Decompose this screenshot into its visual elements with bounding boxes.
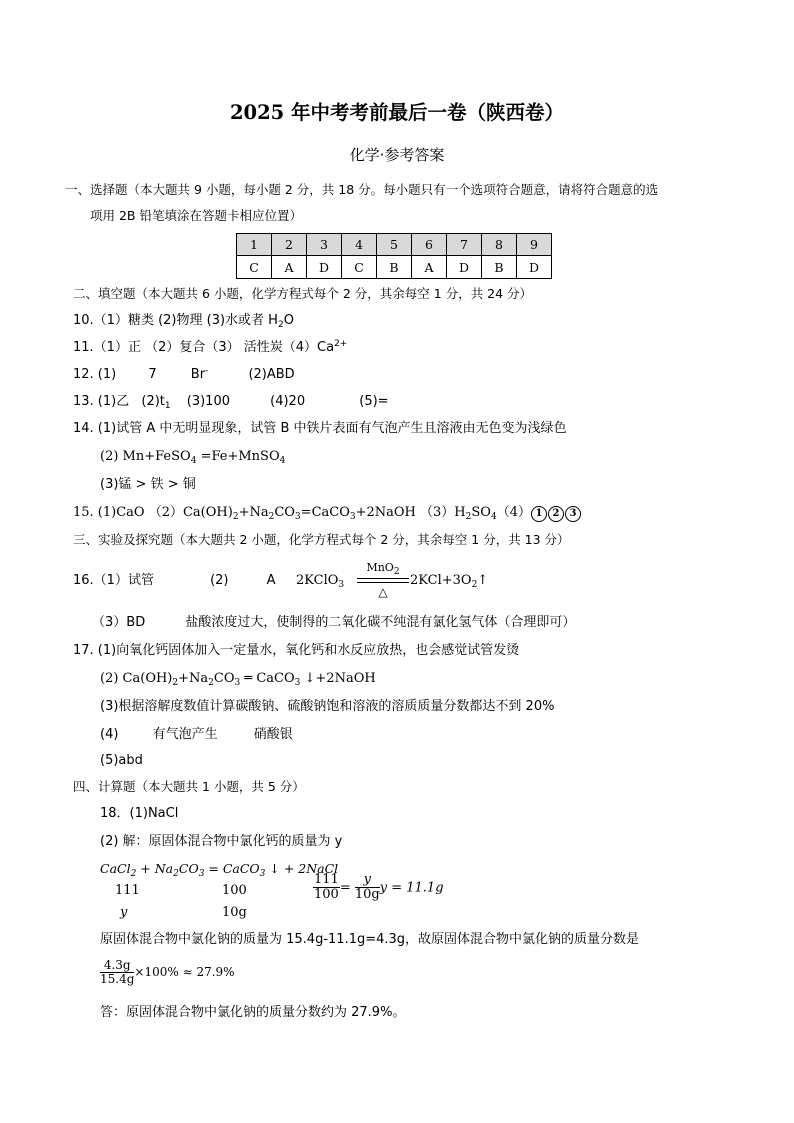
section-1-heading-line1: 一、选择题（本大题共 9 小题，每小题 2 分，共 18 分。每小题只有一个选项符合题意，请将符合题意的选 — [65, 182, 659, 197]
answer-q12 — [73, 367, 295, 383]
answer-table-answer: D — [307, 256, 342, 279]
text: 2KClO — [296, 573, 339, 588]
text: (3)100 — [186, 394, 230, 409]
text: ×100% ≈ 27.9% — [134, 965, 235, 980]
answer-q18-line1: 18．(1)NaCl — [100, 806, 179, 821]
section-2-heading: 二、填空题（本大题共 6 小题，化学方程式每个 2 分，其余每空 1 分，共 24 分） — [73, 286, 533, 301]
subscript: 2 — [208, 678, 214, 688]
section-3-heading: 三、实验及探究题（本大题共 2 小题，化学方程式每个 2 分，其余每空 1 分，共 13 分） — [73, 532, 570, 547]
answer-table-answer: C — [342, 256, 377, 279]
text: (4) — [100, 727, 119, 742]
text: 硝酸银 — [253, 727, 293, 742]
answer-table-answer: A — [412, 256, 447, 279]
answer-table-number: 9 — [517, 234, 552, 256]
answer-table — [236, 233, 552, 279]
answer-q14-line3: (3)锰 > 铁 > 铜 — [100, 477, 196, 492]
answer-table-answer: D — [517, 256, 552, 279]
answer-table-number: 2 — [272, 234, 307, 256]
answer-table-number: 8 — [482, 234, 517, 256]
circled-number-3: 3 — [565, 506, 581, 522]
text: 13. (1)乙 — [73, 394, 130, 409]
fraction-denominator: 100 — [314, 887, 339, 903]
superscript: 2+ — [334, 339, 348, 349]
subscript: 2 — [393, 567, 400, 577]
text: 12. (1) — [73, 367, 117, 382]
subscript: 3 — [259, 869, 266, 879]
text: (2)ABD — [248, 367, 295, 382]
text: （4） — [496, 505, 531, 520]
text: 7 — [148, 367, 157, 382]
text: (2)t — [141, 394, 165, 409]
subscript: 2 — [232, 512, 239, 522]
answer-q17-line3: (3)根据溶解度数值计算碳酸钠、硫酸钠饱和溶液的溶质质量分数都达不到 20% — [100, 699, 555, 714]
superscript: - — [205, 366, 209, 376]
answer-table-answer: C — [237, 256, 272, 279]
answer-q17-line5: (5)abd — [100, 753, 143, 768]
text: SO — [471, 505, 491, 520]
fraction-denominator: 15.4g — [100, 972, 135, 987]
text: Br — [190, 367, 206, 382]
answer-q17-line4 — [100, 727, 293, 743]
text: CO — [213, 671, 235, 686]
text: 2KCl+3O — [410, 573, 472, 588]
answer-q14-line1: 14. (1)试管 A 中无明显现象，试管 B 中铁片表面有气泡产生且溶液由无色变为浅绿色 — [73, 421, 567, 436]
subscript: 3 — [198, 869, 205, 879]
q16-equation — [296, 573, 344, 589]
catalyst-label — [357, 561, 409, 577]
answer-table-answer: A — [272, 256, 307, 279]
circled-number-2: 2 — [548, 506, 564, 522]
q18-equation — [100, 861, 339, 879]
subscript: 2 — [277, 320, 284, 330]
answer-q18-line4: 原固体混合物中氯化钠的质量为 15.4g-11.1g=4.3g，故原固体混合物中氯化钠的质量分数是 — [100, 932, 640, 947]
text: ↓ + 2NaCl — [265, 861, 339, 876]
answer-table-number: 1 — [237, 234, 272, 256]
text: 11.（1）正 （2）复合（3） 活性炭（4）Ca — [73, 340, 335, 355]
text: = CaCO — [204, 861, 260, 876]
proportion-equation — [313, 873, 444, 903]
answer-q18-line2: (2) 解：原固体混合物中氯化钙的质量为 y — [100, 834, 343, 849]
text: 15. (1)CaO （2）Ca(OH) — [73, 505, 233, 520]
percentage-calculation — [100, 959, 235, 986]
subscript: 3 — [294, 678, 301, 688]
text: CaCl — [100, 861, 131, 876]
fraction-numerator: 111 — [314, 872, 339, 887]
text: 10.（1）糖类 (2)物理 (3)水或者 H — [73, 313, 278, 328]
answer-table-answer: B — [377, 256, 412, 279]
text: CO — [274, 505, 295, 520]
fraction — [100, 959, 134, 986]
unknown-y: y — [120, 905, 128, 920]
text: (2) — [210, 573, 229, 588]
subscript: 4 — [190, 456, 197, 466]
subscript: 3 — [349, 512, 356, 522]
molar-mass-cacl2: 111 — [115, 883, 140, 898]
text: + Na — [136, 861, 174, 876]
page-title: 2025 年中考考前最后一卷（陕西卷） — [229, 101, 565, 124]
subscript: 2 — [471, 580, 478, 590]
answer-table-number: 4 — [342, 234, 377, 256]
text: 有气泡产生 — [152, 727, 218, 742]
page-subtitle: 化学·参考答案 — [349, 146, 445, 164]
fraction-numerator: y — [355, 873, 380, 888]
answer-q14-line2 — [100, 449, 285, 465]
text: (5)= — [359, 394, 389, 409]
molar-mass-caco3: 100 — [222, 883, 247, 898]
reaction-arrow-line — [357, 578, 409, 579]
text: (4)20 — [270, 394, 306, 409]
answer-q17-line2 — [100, 671, 376, 687]
text: +Na — [178, 671, 209, 686]
subscript: 2 — [172, 678, 179, 688]
fraction — [313, 873, 340, 903]
subscript: 2 — [173, 869, 179, 879]
heat-symbol: △ — [378, 585, 388, 599]
text: O — [283, 313, 294, 328]
answer-table-answer: B — [482, 256, 517, 279]
answer-table-number: 5 — [377, 234, 412, 256]
subscript: 1 — [164, 401, 171, 411]
fraction-numerator: 4.3g — [100, 959, 134, 973]
text: +2NaOH （3）H — [355, 505, 466, 520]
subscript: 3 — [338, 580, 345, 590]
answer-table-numbers-row — [237, 234, 552, 256]
text: 盐酸浓度过大，使制得的二氧化碳不纯混有氯化氢气体（合理即可） — [185, 615, 576, 630]
q16-equation-products — [410, 573, 488, 589]
bromide-ion — [191, 367, 209, 382]
answer-q16-line2 — [92, 615, 575, 631]
answer-q13 — [73, 394, 389, 410]
answer-q17-line1: 17. (1)向氧化钙固体加入一定量水，氧化钙和水反应放热，也会感觉试管发烫 — [73, 643, 520, 658]
text: 16.（1）试管 — [73, 573, 154, 588]
text: =CaCO — [300, 505, 350, 520]
reaction-arrow-line-lower — [357, 582, 409, 583]
mass-caco3: 10g — [222, 905, 247, 920]
equals-sign: = — [339, 880, 351, 896]
answer-table-number: 7 — [447, 234, 482, 256]
text: (2) Ca(OH) — [100, 671, 173, 686]
answer-q11 — [73, 340, 347, 356]
final-answer: 答：原固体混合物中氯化钠的质量分数约为 27.9%。 — [100, 1005, 406, 1020]
subscript: 3 — [294, 512, 301, 522]
answer-table-answers-row — [237, 256, 552, 279]
section-4-heading: 四、计算题（本大题共 1 小题，共 5 分） — [73, 779, 305, 794]
subscript: 4 — [490, 512, 497, 522]
text: ↓+2NaOH — [300, 671, 376, 686]
subscript: 4 — [279, 456, 286, 466]
answer-table-answer: D — [447, 256, 482, 279]
text: +Na — [238, 505, 269, 520]
text: CO — [178, 861, 199, 876]
subscript: 2 — [268, 512, 275, 522]
answer-q16-line1 — [73, 573, 276, 589]
answer-table-number: 3 — [307, 234, 342, 256]
answer-q15 — [73, 505, 582, 522]
subscript: 2 — [465, 512, 472, 522]
section-1-heading-line2: 项用 2B 铅笔填涂在答题卡相应位置） — [90, 208, 302, 223]
text: (2) Mn+FeSO — [100, 449, 191, 464]
circled-number-1: 1 — [531, 506, 547, 522]
text: ═ CaCO — [240, 671, 295, 686]
subscript: 3 — [234, 678, 241, 688]
answer-q10 — [73, 313, 294, 329]
text: =Fe+MnSO — [196, 449, 280, 464]
fraction-denominator: 10g — [354, 887, 380, 903]
fraction — [355, 873, 380, 903]
result: y = 11.1g — [379, 880, 444, 896]
answer-table-number: 6 — [412, 234, 447, 256]
text: A — [266, 573, 276, 588]
subscript: 2 — [130, 869, 137, 879]
text: （3）BD — [92, 615, 146, 630]
text: ↑ — [477, 573, 489, 588]
text: MnO — [366, 561, 394, 574]
